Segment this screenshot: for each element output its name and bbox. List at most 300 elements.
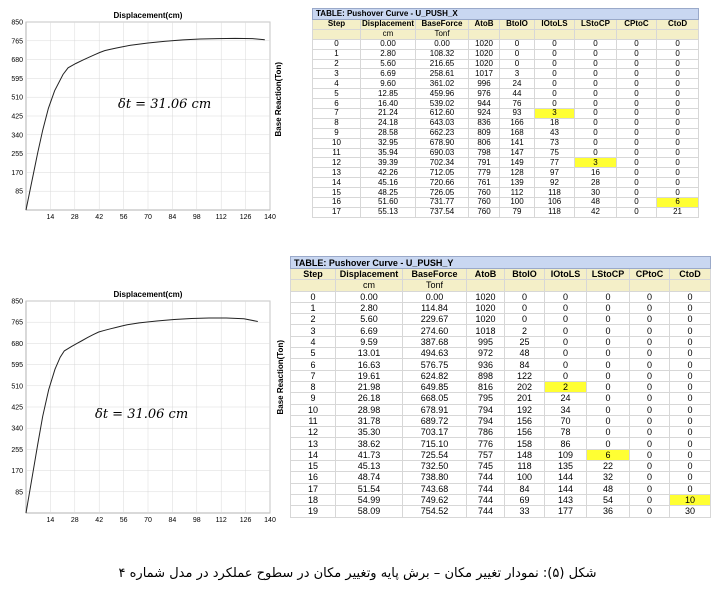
table-cell: 995 xyxy=(467,336,505,347)
table-cell: 0 xyxy=(575,99,617,109)
table-cell: 16 xyxy=(313,198,361,208)
table-cell: 16.40 xyxy=(361,99,416,109)
table-cell: 0 xyxy=(587,370,630,381)
table-row xyxy=(313,49,699,59)
table-row xyxy=(291,506,711,517)
table-cell: 30 xyxy=(575,188,617,198)
table-cell: 720.66 xyxy=(416,178,469,188)
table-cell: 0 xyxy=(545,325,587,336)
table-cell: 118 xyxy=(505,461,545,472)
table-cell: 0 xyxy=(657,138,699,148)
table-cell: 39.39 xyxy=(361,158,416,168)
table-cell: 274.60 xyxy=(403,325,467,336)
table-cell: 0 xyxy=(575,69,617,79)
table-cell: 44 xyxy=(500,89,535,99)
table-cell: 48 xyxy=(575,198,617,208)
table-cell: 972 xyxy=(467,348,505,359)
table-cell: 1020 xyxy=(467,291,505,302)
table-cell: 0 xyxy=(657,69,699,79)
table-cell: 0 xyxy=(575,138,617,148)
x-tick-label: 56 xyxy=(119,214,128,221)
table-row xyxy=(313,178,699,188)
table-cell: 0 xyxy=(630,404,670,415)
table-cell: 31.78 xyxy=(336,415,403,426)
table-cell: 0 xyxy=(670,302,711,313)
table-cell: 6 xyxy=(291,359,336,370)
table-cell: 9 xyxy=(313,128,361,138)
table-cell: 0 xyxy=(545,359,587,370)
table-cell: 43 xyxy=(535,128,575,138)
table-cell: 35.30 xyxy=(336,427,403,438)
table-cell: 3 xyxy=(313,69,361,79)
y-tick-label: 340 xyxy=(11,132,23,140)
table-cell: 0 xyxy=(617,79,657,89)
table-cell: 12.85 xyxy=(361,89,416,99)
table-cell: 0 xyxy=(657,39,699,49)
table-cell: 0 xyxy=(575,59,617,69)
table-cell: 0 xyxy=(617,89,657,99)
unit-cell xyxy=(657,29,699,39)
table-cell: 387.68 xyxy=(403,336,467,347)
table-cell: 19 xyxy=(291,506,336,517)
x-tick-label: 112 xyxy=(215,517,227,524)
table-cell: 177 xyxy=(545,506,587,517)
table-cell: 0 xyxy=(575,79,617,89)
x-tick-label: 84 xyxy=(168,517,177,524)
table-cell: 976 xyxy=(469,89,500,99)
table-row xyxy=(313,128,699,138)
table-cell: 836 xyxy=(469,118,500,128)
table-row xyxy=(291,370,711,381)
table-cell: 32.95 xyxy=(361,138,416,148)
table-cell: 69 xyxy=(505,494,545,505)
table-cell: 2 xyxy=(505,325,545,336)
table-cell: 0 xyxy=(657,128,699,138)
unit-cell xyxy=(575,29,617,39)
table-cell: 1020 xyxy=(467,302,505,313)
x-tick-label: 126 xyxy=(239,517,252,524)
unit-cell xyxy=(587,280,630,291)
table-cell: 0 xyxy=(575,39,617,49)
table-cell: 10 xyxy=(670,494,711,505)
table-cell: 0 xyxy=(291,291,336,302)
table-cell: 2 xyxy=(313,59,361,69)
table-cell: 0 xyxy=(500,49,535,59)
y-tick-label: 680 xyxy=(11,340,23,348)
table-cell: 0 xyxy=(670,314,711,325)
table-cell: 2 xyxy=(291,314,336,325)
table-cell: 26.18 xyxy=(336,393,403,404)
table-cell: 0 xyxy=(535,79,575,89)
table-cell: 744 xyxy=(467,506,505,517)
table-cell: 36 xyxy=(587,506,630,517)
table-cell: 0 xyxy=(617,128,657,138)
table-cell: 745 xyxy=(467,461,505,472)
table-cell: 0 xyxy=(630,449,670,460)
column-header: AtoB xyxy=(469,20,500,30)
table-cell: 0 xyxy=(535,99,575,109)
table-cell: 0 xyxy=(630,359,670,370)
table-row xyxy=(313,39,699,49)
x-tick-label: 56 xyxy=(119,517,128,524)
table-cell: 0 xyxy=(630,291,670,302)
column-header: LStoCP xyxy=(575,20,617,30)
table-cell: 48 xyxy=(505,348,545,359)
x-tick-label: 42 xyxy=(95,517,104,524)
table-cell: 1017 xyxy=(469,69,500,79)
table-cell: 0 xyxy=(630,370,670,381)
table-cell: 0 xyxy=(535,39,575,49)
chart-title: Displacement(cm) xyxy=(113,290,183,299)
table-cell: 0 xyxy=(630,336,670,347)
table-cell: 539.02 xyxy=(416,99,469,109)
table-cell: 0 xyxy=(617,188,657,198)
table-cell: 0 xyxy=(587,427,630,438)
pushover-chart-x xyxy=(0,0,282,222)
table-row xyxy=(291,449,711,460)
table-cell: 24.18 xyxy=(361,118,416,128)
table-cell: 166 xyxy=(500,118,535,128)
table-cell: 42.26 xyxy=(361,168,416,178)
table-row xyxy=(291,404,711,415)
unit-cell xyxy=(291,280,336,291)
x-tick-label: 112 xyxy=(215,214,227,221)
table-cell: 93 xyxy=(500,109,535,119)
table-cell: 38.62 xyxy=(336,438,403,449)
table-cell: 576.75 xyxy=(403,359,467,370)
unit-cell xyxy=(545,280,587,291)
table-cell: 0 xyxy=(657,118,699,128)
table-cell: 0 xyxy=(630,494,670,505)
table-cell: 0 xyxy=(670,359,711,370)
table-cell: 2.80 xyxy=(336,302,403,313)
pushover-chart-y xyxy=(0,283,282,525)
table-cell: 0 xyxy=(630,506,670,517)
table-cell: 744 xyxy=(467,472,505,483)
table-cell: 9.59 xyxy=(336,336,403,347)
table-cell: 35.94 xyxy=(361,148,416,158)
table-cell: 12 xyxy=(291,427,336,438)
table-cell: 33 xyxy=(505,506,545,517)
table-cell: 0 xyxy=(657,49,699,59)
table-cell: 996 xyxy=(469,79,500,89)
column-header: BtoIO xyxy=(500,20,535,30)
table-cell: 494.63 xyxy=(403,348,467,359)
table-cell: 5 xyxy=(313,89,361,99)
table-cell: 649.85 xyxy=(403,381,467,392)
table-cell: 0 xyxy=(630,393,670,404)
table-row xyxy=(291,483,711,494)
table-cell: 0 xyxy=(587,302,630,313)
x-tick-label: 126 xyxy=(239,214,252,221)
table-cell: 229.67 xyxy=(403,314,467,325)
table-cell: 8 xyxy=(313,118,361,128)
table-cell: 11 xyxy=(291,415,336,426)
table-cell: 158 xyxy=(505,438,545,449)
table-cell: 612.60 xyxy=(416,109,469,119)
table-cell: 54.99 xyxy=(336,494,403,505)
table-cell: 0 xyxy=(630,427,670,438)
table-cell: 3 xyxy=(575,158,617,168)
table-cell: 15 xyxy=(313,188,361,198)
table-cell: 202 xyxy=(505,381,545,392)
unit-cell xyxy=(617,29,657,39)
table-cell: 100 xyxy=(500,198,535,208)
table-cell: 0 xyxy=(657,109,699,119)
table-cell: 22 xyxy=(587,461,630,472)
x-tick-label: 28 xyxy=(70,517,79,524)
unit-cell xyxy=(313,29,361,39)
table-cell: 936 xyxy=(467,359,505,370)
table-cell: 1018 xyxy=(467,325,505,336)
table-row xyxy=(291,415,711,426)
table-cell: 28.58 xyxy=(361,128,416,138)
table-cell: 0 xyxy=(630,348,670,359)
table-cell: 5 xyxy=(291,348,336,359)
table-cell: 84 xyxy=(505,359,545,370)
table-cell: 86 xyxy=(545,438,587,449)
y-tick-label: 170 xyxy=(11,169,23,177)
table-cell: 12 xyxy=(313,158,361,168)
unit-cell xyxy=(670,280,711,291)
table-cell: 258.61 xyxy=(416,69,469,79)
table-row xyxy=(291,472,711,483)
table-cell: 361.02 xyxy=(416,79,469,89)
table-cell: 0 xyxy=(575,109,617,119)
table-cell: 0 xyxy=(587,314,630,325)
table-cell: 122 xyxy=(505,370,545,381)
table-cell: 5.60 xyxy=(361,59,416,69)
table-cell: 16 xyxy=(575,168,617,178)
table-row xyxy=(313,158,699,168)
table-cell: 0 xyxy=(587,336,630,347)
x-tick-label: 42 xyxy=(95,214,104,221)
table-cell: 144 xyxy=(545,483,587,494)
target-displacement-annotation: δt = 31.06 cm xyxy=(95,407,189,422)
table-cell: 0 xyxy=(657,59,699,69)
table-cell: 1020 xyxy=(469,59,500,69)
table-row xyxy=(313,188,699,198)
y-tick-label: 85 xyxy=(15,188,23,196)
table-cell: 0 xyxy=(575,49,617,59)
table-cell: 109 xyxy=(545,449,587,460)
table-cell: 18 xyxy=(291,494,336,505)
table-cell: 17 xyxy=(291,483,336,494)
table-cell: 97 xyxy=(535,168,575,178)
column-header: CtoD xyxy=(670,269,711,280)
table-cell: 0 xyxy=(545,336,587,347)
table-row xyxy=(313,118,699,128)
table-row xyxy=(291,348,711,359)
y-tick-label: 255 xyxy=(11,446,23,454)
target-displacement-annotation: δt = 31.06 cm xyxy=(118,97,212,112)
table-cell: 690.03 xyxy=(416,148,469,158)
table-cell: 16 xyxy=(291,472,336,483)
table-cell: 28.98 xyxy=(336,404,403,415)
table-cell: 55.13 xyxy=(361,207,416,217)
table-cell: 10 xyxy=(291,404,336,415)
table-cell: 4 xyxy=(313,79,361,89)
pushover-table-x xyxy=(312,8,699,218)
table-cell: 48.25 xyxy=(361,188,416,198)
x-tick-label: 70 xyxy=(144,214,152,221)
table-cell: 0 xyxy=(505,291,545,302)
table-cell: 8 xyxy=(291,381,336,392)
column-header: CtoD xyxy=(657,20,699,30)
table-cell: 24 xyxy=(500,79,535,89)
table-cell: 0 xyxy=(630,325,670,336)
table-row xyxy=(291,427,711,438)
table-cell: 73 xyxy=(535,138,575,148)
table-cell: 678.90 xyxy=(416,138,469,148)
column-header: Step xyxy=(313,20,361,30)
unit-cell xyxy=(469,29,500,39)
table-row xyxy=(291,461,711,472)
table-cell: 216.65 xyxy=(416,59,469,69)
table-cell: 0 xyxy=(670,483,711,494)
table-cell: 21.98 xyxy=(336,381,403,392)
table-cell: 9 xyxy=(291,393,336,404)
column-header: IOtoLS xyxy=(545,269,587,280)
table-cell: 798 xyxy=(469,148,500,158)
x-tick-label: 140 xyxy=(264,214,276,221)
table-cell: 0 xyxy=(535,59,575,69)
table-cell: 3 xyxy=(535,109,575,119)
column-header: IOtoLS xyxy=(535,20,575,30)
table-cell: 149 xyxy=(500,158,535,168)
table-cell: 702.34 xyxy=(416,158,469,168)
table-cell: 21.24 xyxy=(361,109,416,119)
table-cell: 898 xyxy=(467,370,505,381)
table-cell: 5.60 xyxy=(336,314,403,325)
table-cell: 749.62 xyxy=(403,494,467,505)
table-cell: 4 xyxy=(291,336,336,347)
table-cell: 0 xyxy=(657,158,699,168)
column-header: Displacement xyxy=(361,19,415,29)
table-cell: 70 xyxy=(545,415,587,426)
chart-x-y-axis-label: Base Reaction(Ton) xyxy=(274,62,283,137)
table-cell: 34 xyxy=(545,404,587,415)
table-cell: 84 xyxy=(505,483,545,494)
unit-cell: cm xyxy=(336,280,403,291)
table-cell: 106 xyxy=(535,198,575,208)
table-row xyxy=(313,79,699,89)
table-cell: 738.80 xyxy=(403,472,467,483)
table-cell: 806 xyxy=(469,138,500,148)
table-cell: 0 xyxy=(630,472,670,483)
x-tick-label: 28 xyxy=(70,214,79,221)
y-tick-label: 595 xyxy=(11,75,23,83)
column-header: Step xyxy=(291,269,336,280)
table-cell: 6.69 xyxy=(336,325,403,336)
table-cell: 0 xyxy=(670,415,711,426)
table-cell: 737.54 xyxy=(416,207,469,217)
table-cell: 0 xyxy=(545,370,587,381)
x-tick-label: 14 xyxy=(46,517,55,524)
y-tick-label: 425 xyxy=(11,113,23,121)
table-cell: 76 xyxy=(500,99,535,109)
table-row xyxy=(291,438,711,449)
table-cell: 28 xyxy=(575,178,617,188)
table-cell: 754.52 xyxy=(403,506,467,517)
y-tick-label: 510 xyxy=(11,383,23,391)
x-tick-label: 98 xyxy=(192,214,201,221)
table-cell: 135 xyxy=(545,461,587,472)
table-cell: 0 xyxy=(630,483,670,494)
table-cell: 1 xyxy=(313,49,361,59)
table-cell: 726.05 xyxy=(416,188,469,198)
table-cell: 757 xyxy=(467,449,505,460)
table-cell: 21 xyxy=(657,207,699,217)
table-cell: 0 xyxy=(545,291,587,302)
table-cell: 0 xyxy=(313,39,361,49)
table-cell: 51.54 xyxy=(336,483,403,494)
table-cell: 7 xyxy=(313,109,361,119)
table-cell: 0 xyxy=(617,148,657,158)
table-cell: 0 xyxy=(545,302,587,313)
table-cell: 0 xyxy=(587,291,630,302)
table-cell: 156 xyxy=(505,427,545,438)
table-cell: 0 xyxy=(505,302,545,313)
table-cell: 3 xyxy=(291,325,336,336)
y-tick-label: 595 xyxy=(11,362,23,370)
table-cell: 17 xyxy=(313,207,361,217)
table-cell: 6.69 xyxy=(361,69,416,79)
table-row xyxy=(291,291,711,302)
table-row xyxy=(313,99,699,109)
table-cell: 10 xyxy=(313,138,361,148)
table-cell: 776 xyxy=(467,438,505,449)
table-cell: 689.72 xyxy=(403,415,467,426)
table-cell: 944 xyxy=(469,99,500,109)
y-tick-label: 85 xyxy=(15,489,23,497)
table-cell: 731.77 xyxy=(416,198,469,208)
table-row xyxy=(313,198,699,208)
x-tick-label: 140 xyxy=(264,517,276,524)
table-cell: 11 xyxy=(313,148,361,158)
unit-cell: Tonf xyxy=(403,280,467,291)
table-cell: 0 xyxy=(630,302,670,313)
table-cell: 19.61 xyxy=(336,370,403,381)
table-cell: 0 xyxy=(630,314,670,325)
table-cell: 75 xyxy=(535,148,575,158)
x-tick-label: 84 xyxy=(168,214,177,221)
table-cell: 0 xyxy=(617,49,657,59)
table-cell: 0 xyxy=(535,49,575,59)
table-cell: 0 xyxy=(617,178,657,188)
table-cell: 0 xyxy=(670,325,711,336)
table-cell: 791 xyxy=(469,158,500,168)
table-cell: 77 xyxy=(535,158,575,168)
table-cell: 78 xyxy=(545,427,587,438)
table-cell: 0 xyxy=(670,336,711,347)
table-cell: 761 xyxy=(469,178,500,188)
table-cell: 0 xyxy=(670,472,711,483)
table-cell: 0 xyxy=(617,168,657,178)
unit-cell: Tonf xyxy=(416,29,469,39)
table-cell: 141 xyxy=(500,138,535,148)
table-cell: 13 xyxy=(291,438,336,449)
table-cell: 13 xyxy=(313,168,361,178)
table-cell: 0 xyxy=(587,404,630,415)
table-cell: 0 xyxy=(617,109,657,119)
table-cell: 16.63 xyxy=(336,359,403,370)
table-row xyxy=(313,207,699,217)
unit-cell xyxy=(467,280,505,291)
table-cell: 128 xyxy=(500,168,535,178)
table-cell: 100 xyxy=(505,472,545,483)
table-cell: 760 xyxy=(469,207,500,217)
